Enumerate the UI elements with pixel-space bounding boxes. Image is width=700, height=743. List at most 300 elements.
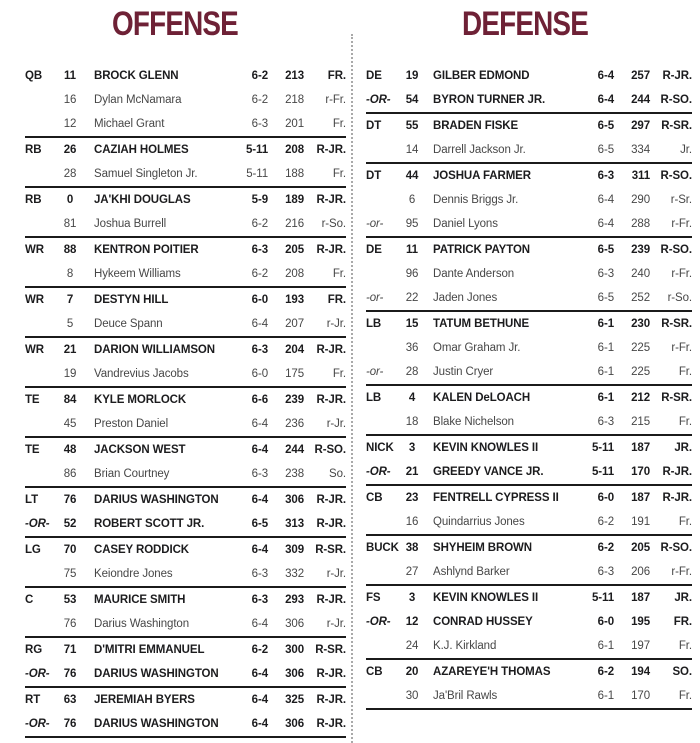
player-class: R-JR. [316,344,346,356]
jersey-number: 21 [405,466,419,478]
position-group [25,338,346,388]
player-height: 6-1 [597,366,614,378]
depth-chart-row [366,64,692,88]
player-name: KYLE MORLOCK [94,394,187,406]
player-weight: 216 [285,218,304,230]
depth-chart-row [25,238,346,262]
player-name: KEVIN KNOWLES II [433,592,539,604]
player-class: r-Jr. [326,318,346,330]
player-weight: 204 [285,344,304,356]
depth-chart-row [25,288,346,312]
depth-chart-row [25,712,346,736]
depth-chart-row [25,138,346,162]
player-height: 6-2 [251,268,268,280]
jersey-number: 75 [63,568,77,580]
position-label: DT [366,170,382,182]
depth-chart-row [366,436,692,460]
player-name: Ja'Bril Rawls [433,690,498,702]
position-label: QB [25,70,43,82]
player-weight: 334 [631,144,650,156]
position-group [25,238,346,288]
jersey-number: 18 [405,416,419,428]
player-class: R-SO. [660,170,692,182]
player-weight: 215 [631,416,650,428]
player-weight: 207 [285,318,304,330]
player-weight: 170 [631,466,650,478]
player-class: R-JR. [316,594,346,606]
jersey-number: 3 [408,592,416,604]
player-height: 6-4 [597,194,614,206]
position-group [25,188,346,238]
position-label: RT [25,694,41,706]
player-class: R-SR. [661,318,692,330]
jersey-number: 28 [63,168,77,180]
position-label: LT [25,494,38,506]
player-weight: 306 [285,494,304,506]
player-class: FR. [327,70,346,82]
player-class: Fr. [678,690,692,702]
player-height: 6-2 [597,666,614,678]
player-weight: 297 [631,120,650,132]
player-height: 6-3 [597,416,614,428]
jersey-number: 70 [63,544,77,556]
jersey-number: 95 [405,218,419,230]
player-name: Quindarrius Jones [433,516,525,528]
jersey-number: 6 [408,194,416,206]
depth-chart-row [366,510,692,534]
player-class: Fr. [332,168,346,180]
depth-chart-row [25,588,346,612]
position-label: RB [25,194,42,206]
player-name: JACKSON WEST [94,444,186,456]
jersey-number: 14 [405,144,419,156]
player-weight: 239 [631,244,650,256]
player-weight: 175 [285,368,304,380]
player-name: Michael Grant [94,118,165,130]
depth-chart-row [366,312,692,336]
player-class: FR. [673,616,692,628]
player-name: GILBER EDMOND [433,70,530,82]
depth-chart-row [25,188,346,212]
position-group [366,536,692,586]
offense-title: OFFENSE [112,5,238,43]
player-class: R-JR. [316,518,346,530]
player-name: Joshua Burrell [94,218,167,230]
depth-chart-row [366,536,692,560]
defense-title: DEFENSE [462,5,588,43]
position-label: WR [25,244,44,256]
player-class: R-JR. [316,194,346,206]
player-weight: 187 [631,592,650,604]
player-class: Fr. [332,268,346,280]
jersey-number: 27 [405,566,419,578]
depth-chart-row [366,460,692,484]
player-height: 6-5 [597,144,614,156]
player-class: FR. [327,294,346,306]
jersey-number: 76 [63,618,77,630]
player-height: 6-2 [251,70,268,82]
player-weight: 306 [285,668,304,680]
jersey-number: 71 [63,644,77,656]
player-height: 6-2 [597,542,614,554]
player-class: Fr. [332,118,346,130]
position-label: DE [366,70,382,82]
position-label: WR [25,344,44,356]
player-weight: 188 [285,168,304,180]
position-label: -or- [366,292,384,304]
player-class: R-JR. [316,244,346,256]
player-name: CASEY RODDICK [94,544,189,556]
depth-chart-row [25,412,346,436]
player-name: Omar Graham Jr. [433,342,521,354]
player-height: 6-4 [251,418,268,430]
player-name: Blake Nichelson [433,416,514,428]
player-weight: 208 [285,268,304,280]
player-height: 6-4 [597,70,614,82]
player-name: Dylan McNamara [94,94,182,106]
player-height: 6-1 [597,690,614,702]
player-weight: 205 [285,244,304,256]
player-weight: 187 [631,442,650,454]
player-class: Fr. [332,368,346,380]
position-group [366,312,692,386]
player-height: 6-2 [597,516,614,528]
player-name: K.J. Kirkland [433,640,497,652]
player-height: 6-3 [251,118,268,130]
jersey-number: 19 [63,368,77,380]
depth-chart-row [366,486,692,510]
jersey-number: 19 [405,70,419,82]
jersey-number: 54 [405,94,419,106]
player-weight: 191 [631,516,650,528]
jersey-number: 36 [405,342,419,354]
player-name: CAZIAH HOLMES [94,144,189,156]
player-class: R-SO. [314,444,346,456]
depth-chart-row [366,560,692,584]
depth-chart-row [366,634,692,658]
position-label: BUCK [366,542,399,554]
player-weight: 201 [285,118,304,130]
player-weight: 290 [631,194,650,206]
player-weight: 311 [631,170,650,182]
depth-chart-row [366,188,692,212]
position-group [25,488,346,538]
player-class: r-Fr. [325,94,346,106]
jersey-number: 30 [405,690,419,702]
player-class: So. [329,468,346,480]
position-group [25,288,346,338]
player-height: 6-3 [597,268,614,280]
position-group [25,688,346,738]
jersey-number: 96 [405,268,419,280]
position-group [366,586,692,660]
depth-chart-row [366,586,692,610]
player-name: BYRON TURNER JR. [433,94,546,106]
player-class: r-Jr. [326,418,346,430]
depth-chart-row [366,212,692,236]
depth-chart-row [25,438,346,462]
position-group [366,238,692,312]
player-name: DARIUS WASHINGTON [94,494,219,506]
player-weight: 225 [631,366,650,378]
player-class: R-JR. [662,70,692,82]
depth-chart-row [366,164,692,188]
player-class: r-Fr. [671,218,692,230]
position-label: DT [366,120,382,132]
player-weight: 195 [631,616,650,628]
player-name: Brian Courtney [94,468,170,480]
player-height: 6-3 [597,566,614,578]
player-height: 6-4 [251,694,268,706]
player-class: R-JR. [316,144,346,156]
jersey-number: 52 [63,518,77,530]
jersey-number: 11 [64,70,76,82]
position-label: LB [366,318,382,330]
player-height: 5-11 [592,466,614,478]
player-class: R-SR. [315,644,346,656]
jersey-number: 0 [66,194,74,206]
position-label: C [25,594,34,606]
depth-chart-row [25,612,346,636]
position-group [366,436,692,486]
player-name: KALEN DeLOACH [433,392,531,404]
player-height: 6-1 [597,318,614,330]
player-weight: 257 [631,70,650,82]
player-height: 5-11 [592,442,614,454]
player-class: r-Sr. [670,194,692,206]
player-class: Jr. [680,144,692,156]
player-height: 6-5 [597,244,614,256]
depth-chart-row [25,538,346,562]
player-height: 6-3 [251,468,268,480]
player-name: FENTRELL CYPRESS II [433,492,559,504]
player-name: GREEDY VANCE JR. [433,466,544,478]
player-name: MAURICE SMITH [94,594,186,606]
player-height: 6-2 [251,94,268,106]
jersey-number: 81 [63,218,77,230]
depth-chart-row [366,138,692,162]
jersey-number: 12 [63,118,77,130]
position-group [25,388,346,438]
offense-table [25,64,346,738]
position-label: -OR- [366,94,391,106]
jersey-number: 21 [63,344,77,356]
player-height: 6-3 [597,170,614,182]
jersey-number: 48 [63,444,77,456]
player-name: Keiondre Jones [94,568,173,580]
player-class: JR. [674,442,692,454]
player-height: 6-3 [251,568,268,580]
depth-chart-row [25,112,346,136]
player-name: JA'KHI DOUGLAS [94,194,191,206]
player-height: 6-2 [251,218,268,230]
player-height: 6-3 [251,594,268,606]
player-name: JEREMIAH BYERS [94,694,195,706]
jersey-number: 24 [405,640,419,652]
player-class: r-Fr. [671,566,692,578]
depth-chart-row [25,64,346,88]
player-weight: 288 [631,218,650,230]
jersey-number: 22 [405,292,419,304]
player-class: R-SR. [315,544,346,556]
player-name: Jaden Jones [433,292,498,304]
jersey-number: 53 [63,594,77,606]
player-weight: 293 [285,594,304,606]
player-name: DESTYN HILL [94,294,169,306]
position-group [25,138,346,188]
depth-chart-row [25,312,346,336]
depth-chart-row [25,362,346,386]
jersey-number: 76 [63,718,77,730]
jersey-number: 88 [63,244,77,256]
player-name: Darius Washington [94,618,190,630]
player-name: Preston Daniel [94,418,169,430]
player-height: 6-3 [251,344,268,356]
player-weight: 213 [285,70,304,82]
jersey-number: 5 [66,318,74,330]
position-group [366,164,692,238]
depth-chart-row [366,684,692,708]
player-weight: 309 [285,544,304,556]
jersey-number: 8 [66,268,74,280]
position-label: -OR- [366,466,391,478]
player-class: R-SR. [661,392,692,404]
player-weight: 236 [285,418,304,430]
player-height: 6-0 [597,492,614,504]
player-height: 6-2 [251,644,268,656]
player-height: 6-3 [251,244,268,256]
defense-column [350,0,700,743]
position-label: DE [366,244,382,256]
position-label: LG [25,544,41,556]
player-name: Vandrevius Jacobs [94,368,189,380]
player-class: Fr. [678,516,692,528]
player-name: Dante Anderson [433,268,515,280]
player-class: r-Fr. [671,268,692,280]
position-label: WR [25,294,44,306]
jersey-number: 45 [63,418,77,430]
player-class: R-JR. [316,394,346,406]
player-height: 6-1 [597,640,614,652]
player-class: R-JR. [316,694,346,706]
player-weight: 206 [631,566,650,578]
position-group [25,638,346,688]
player-weight: 230 [631,318,650,330]
player-height: 6-5 [251,518,268,530]
player-name: PATRICK PAYTON [433,244,531,256]
position-group [366,64,692,114]
depth-chart-row [25,88,346,112]
player-class: R-SO. [660,244,692,256]
jersey-number: 4 [408,392,416,404]
player-class: R-SO. [660,542,692,554]
player-class: r-Jr. [326,568,346,580]
player-weight: 332 [285,568,304,580]
position-group [25,438,346,488]
player-weight: 300 [285,644,304,656]
jersey-number: 20 [405,666,419,678]
player-height: 6-5 [597,292,614,304]
position-label: -or- [366,218,384,230]
player-name: BRADEN FISKE [433,120,519,132]
player-name: BROCK GLENN [94,70,179,82]
player-class: r-Jr. [326,618,346,630]
player-height: 5-11 [246,144,268,156]
player-name: TATUM BETHUNE [433,318,530,330]
depth-chart-row [366,336,692,360]
depth-chart-row [366,660,692,684]
position-label: FS [366,592,381,604]
jersey-number: 55 [405,120,419,132]
position-label: TE [25,444,40,456]
player-height: 6-1 [597,342,614,354]
depth-chart-row [366,238,692,262]
player-name: SHYHEIM BROWN [433,542,533,554]
jersey-number: 44 [405,170,419,182]
player-weight: 194 [631,666,650,678]
depth-chart-row [366,610,692,634]
player-class: SO. [672,666,692,678]
position-label: -OR- [25,518,50,530]
player-height: 6-4 [251,318,268,330]
depth-chart-row [25,662,346,686]
defense-table [366,64,692,710]
player-name: JOSHUA FARMER [433,170,531,182]
position-label: CB [366,666,383,678]
player-weight: 244 [285,444,304,456]
position-label: RG [25,644,43,656]
player-weight: 208 [285,144,304,156]
player-class: R-JR. [662,466,692,478]
player-height: 6-0 [251,368,268,380]
player-name: D'MITRI EMMANUEL [94,644,205,656]
player-name: KENTRON POITIER [94,244,199,256]
player-weight: 170 [631,690,650,702]
player-height: 6-0 [251,294,268,306]
player-weight: 225 [631,342,650,354]
position-group [25,588,346,638]
player-height: 6-6 [251,394,268,406]
player-height: 6-5 [597,120,614,132]
position-group [25,64,346,138]
player-class: R-JR. [316,668,346,680]
position-label: LB [366,392,382,404]
jersey-number: 16 [405,516,419,528]
player-weight: 325 [285,694,304,706]
depth-chart-row [366,114,692,138]
player-name: CONRAD HUSSEY [433,616,533,628]
jersey-number: 3 [408,442,416,454]
player-weight: 189 [285,194,304,206]
position-group [25,538,346,588]
player-name: DARION WILLIAMSON [94,344,215,356]
player-weight: 193 [285,294,304,306]
jersey-number: 16 [63,94,77,106]
player-weight: 306 [285,718,304,730]
player-height: 6-4 [251,544,268,556]
jersey-number: 76 [63,668,77,680]
depth-chart-row [366,286,692,310]
player-height: 6-0 [597,616,614,628]
depth-chart-row [366,410,692,434]
player-class: Fr. [678,416,692,428]
player-name: Ashlynd Barker [433,566,510,578]
position-label: RB [25,144,42,156]
player-class: R-SR. [661,120,692,132]
player-height: 6-1 [597,392,614,404]
player-height: 6-4 [251,668,268,680]
player-class: r-Fr. [671,342,692,354]
